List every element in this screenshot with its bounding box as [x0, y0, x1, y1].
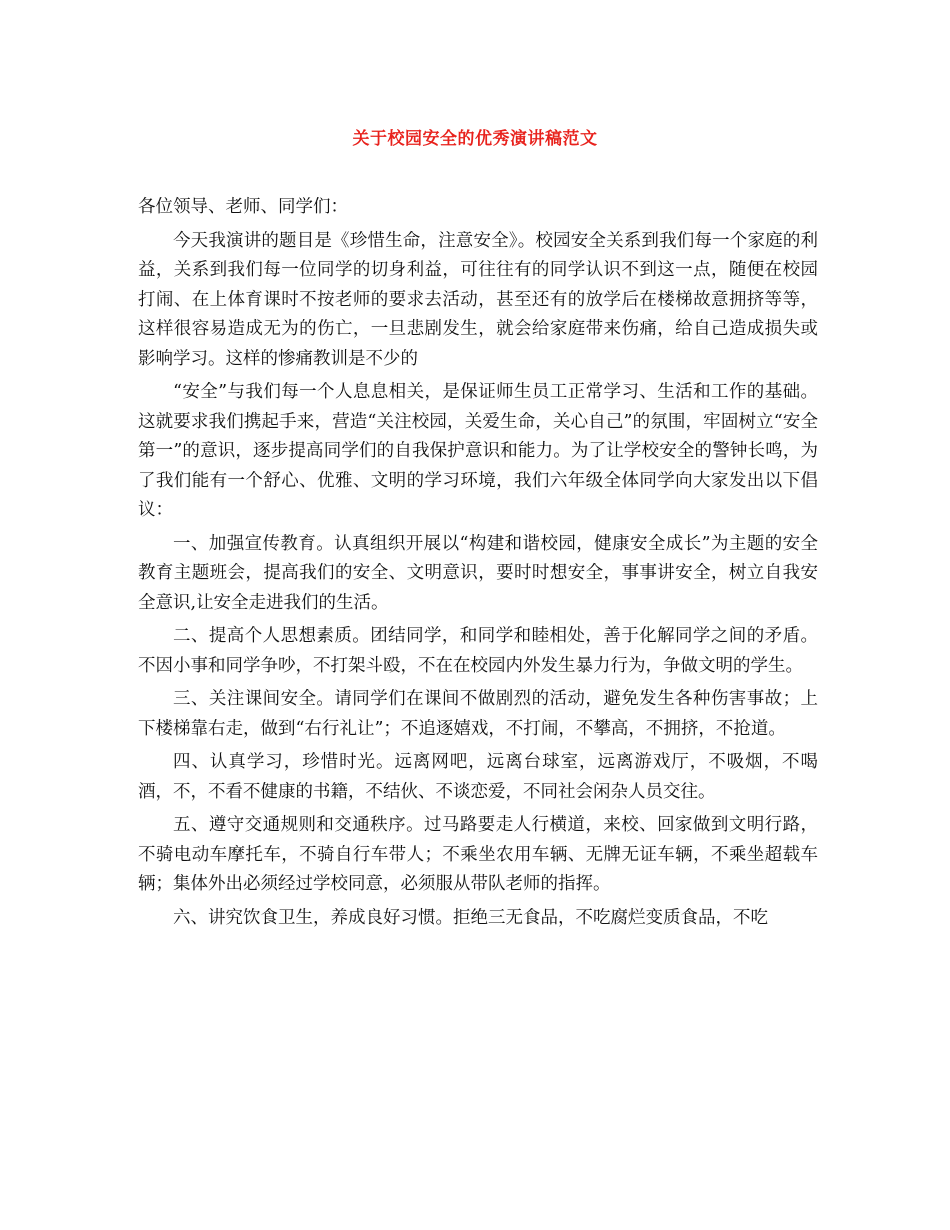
paragraph-proposal-6: 六、讲究饮食卫生，养成良好习惯。拒绝三无食品，不吃腐烂变质食品，不吃	[173, 907, 768, 928]
paragraph-intro: 今天我演讲的题目是《珍惜生命，注意安全》。校园安全关系到我们每一个家庭的利益，关系到我们每一位同学的切身利益，可往往有的同学认识不到这一点，随便在校园打闹、在上体育课时不按老师的要求去活动，甚至还有的放学后在楼梯故意拥挤等等，这样很容易造成无为的伤亡，一旦悲剧发生，就会给家庭带来伤痛，给自己造成损失或影响学习。这样的惨痛教训是不少的	[138, 230, 818, 369]
paragraph-proposal-1: 一、加强宣传教育。认真组织开展以“构建和谐校园，健康安全成长”为主题的安全教育主题班会，提高我们的安全、文明意识，要时时想安全，事事讲安全，树立自我安全意识,让安全走进我们的生活。	[138, 533, 818, 613]
document-title: 关于校园安全的优秀演讲稿范文	[352, 129, 598, 149]
salutation: 各位领导、老师、同学们：	[138, 197, 348, 217]
paragraph-proposal-5: 五、遵守交通规则和交通秩序。过马路要走人行横道，来校、回家做到文明行路，不骑电动车摩托车，不骑自行车带人；不乘坐农用车辆、无牌无证车辆，不乘坐超载车辆；集体外出必须经过学校同意，必须服从带队老师的指挥。	[138, 815, 818, 894]
paragraph-safety-importance: “安全”与我们每一个人息息相关，是保证师生员工正常学习、生活和工作的基础。这就要求我们携起手来，营造“关注校园，关爱生命，关心自己”的氛围，牢固树立“安全第一”的意识，逐步提高同学们的自我保护意识和能力。为了让学校安全的警钟长鸣，为了我们能有一个舒心、优雅、文明的学习环境，我们六年级全体同学向大家发出以下倡议：	[138, 382, 818, 520]
document-body	[138, 193, 818, 937]
paragraph-proposal-3: 三、关注课间安全。请同学们在课间不做剧烈的活动，避免发生各种伤害事故；上下楼梯靠右走，做到“右行礼让”；不追逐嬉戏，不打闹，不攀高，不拥挤，不抢道。	[138, 689, 818, 739]
paragraph-proposal-2: 二、提高个人思想素质。团结同学，和同学和睦相处，善于化解同学之间的矛盾。不因小事和同学争吵，不打架斗殴，不在在校园内外发生暴力行为，争做文明的学生。	[138, 626, 818, 676]
paragraph-proposal-4: 四、认真学习，珍惜时光。远离网吧，远离台球室，远离游戏厅，不吸烟，不喝酒，不，不看不健康的书籍，不结伙、不谈恋爱，不同社会闲杂人员交往。	[138, 752, 818, 802]
